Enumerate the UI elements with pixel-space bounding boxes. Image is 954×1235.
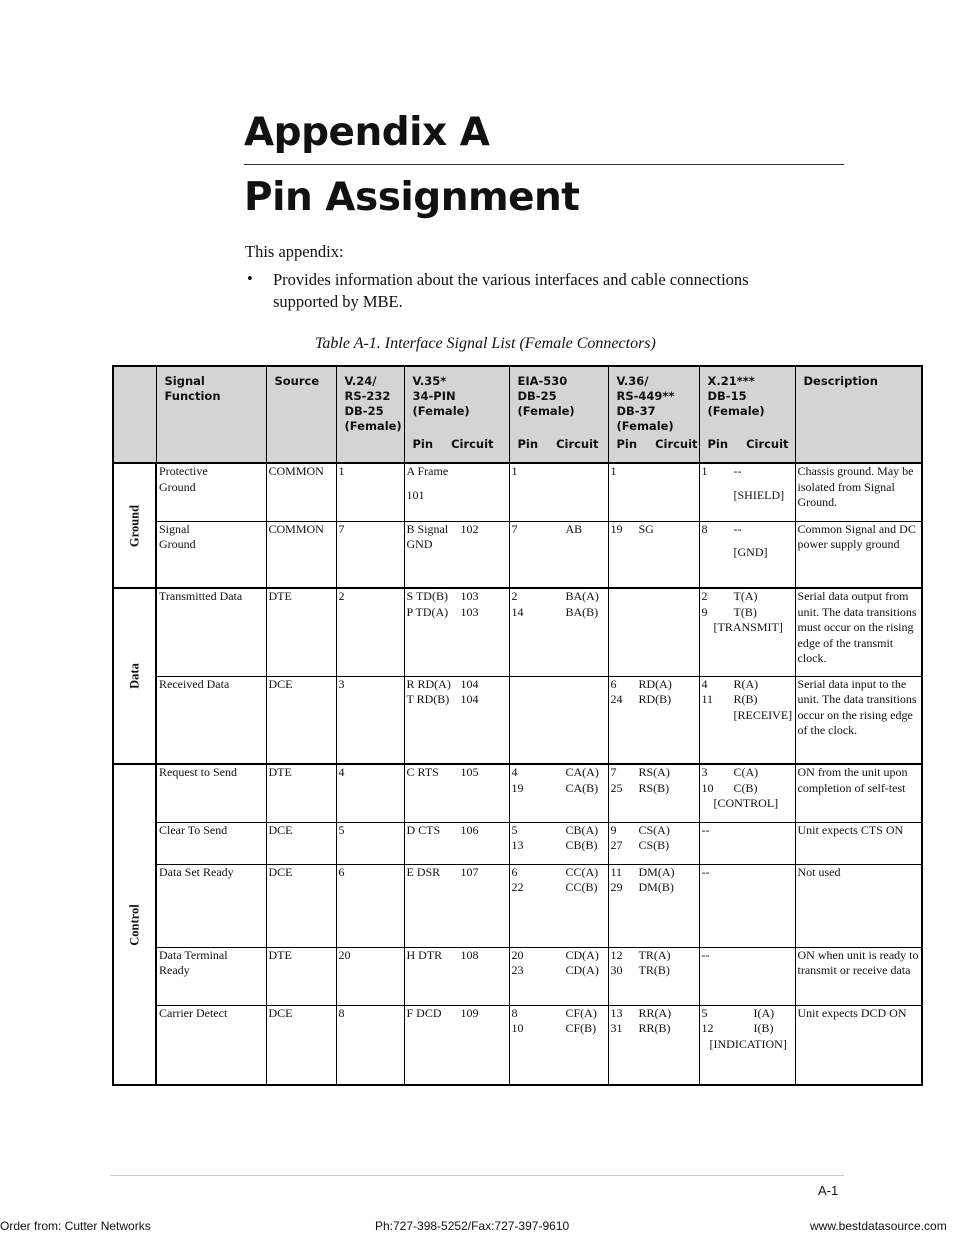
v35-circuit: 105: [460, 765, 479, 779]
x21-circuit: --: [733, 521, 742, 536]
cell-eia: [509, 822, 608, 864]
header-line: (Female): [616, 419, 674, 433]
appendix-title: Appendix A: [244, 110, 490, 155]
eia-pin: 4: [511, 765, 518, 779]
corner-cell: [113, 366, 156, 463]
x21-pin: 4: [701, 676, 708, 691]
cell-v24: 3: [336, 676, 404, 764]
v35-name: R RD(A): [406, 676, 451, 691]
x21-pin: 3: [701, 765, 708, 779]
v36-circuit: RR(A): [638, 1005, 672, 1020]
bullet-line-1: Provides information about the various interfaces and cable connections: [273, 270, 749, 289]
header-line: X.21***: [707, 374, 755, 388]
cell-v24: 6: [336, 864, 404, 947]
cell-function: Clear To Send: [156, 822, 266, 864]
cell-v36: [608, 764, 699, 822]
cell-v36: [608, 864, 699, 947]
cell-v24: 1: [336, 463, 404, 521]
v36-circuit: RR(B): [638, 1021, 671, 1035]
footer-rule: [110, 1175, 844, 1176]
cell-v36: [608, 521, 699, 588]
header-v36: [608, 366, 699, 463]
cell-source: DCE: [266, 676, 336, 764]
cell-x21: [699, 521, 795, 588]
v36-circuit: DM(B): [638, 880, 674, 894]
cell-function: Carrier Detect: [156, 1005, 266, 1085]
pin-label: Pin: [707, 437, 729, 451]
header-v24: [336, 366, 404, 463]
v36-pin: 19: [610, 521, 623, 536]
cell-v36: [608, 822, 699, 864]
header-description: Description: [795, 366, 922, 463]
cell-v36: 1: [608, 463, 699, 521]
v36-circuit: DM(A): [638, 864, 675, 879]
pin-circuit-subheader: [413, 437, 501, 452]
cell-eia: [509, 676, 608, 764]
v35-circuit: 102: [460, 521, 479, 536]
footer-phone-fax: Ph:727-398-5252/Fax:727-397-9610: [375, 1219, 570, 1233]
footer-website-link[interactable]: www.bestdatasource.com: [810, 1219, 947, 1233]
v36-circuit: CS(B): [638, 838, 670, 852]
v35-name: P TD(A): [406, 604, 449, 619]
group-control: [113, 764, 156, 1085]
v35-circuit: 108: [460, 947, 479, 962]
cell-v35: [404, 588, 509, 676]
cell-source: DCE: [266, 1005, 336, 1085]
cell-x21: --: [699, 864, 795, 947]
table-header-row: [113, 366, 922, 463]
v36-circuit: RD(A): [638, 676, 672, 691]
x21-circuit: C(B): [733, 780, 758, 795]
table-row-clear-to-send: [113, 822, 922, 864]
x21-pin: 9: [701, 604, 708, 619]
v36-circuit: RD(B): [638, 692, 672, 706]
cell-function: Data Set Ready: [156, 864, 266, 947]
cell-function: Request to Send: [156, 764, 266, 822]
cell-v35: [404, 1005, 509, 1085]
cell-v24: 8: [336, 1005, 404, 1085]
bullet-icon: •: [247, 269, 253, 288]
v35-circuit: 103: [460, 604, 479, 619]
function-line: Ground: [159, 479, 196, 494]
footer-order-from: Order from: Cutter Networks: [0, 1219, 151, 1233]
cell-description: Serial data input to the unit. The data transitions occur on the rising edge of the clock.: [795, 676, 922, 764]
cell-description: Unit expects CTS ON: [795, 822, 922, 864]
v36-pin: 29: [610, 880, 623, 894]
v35-name: E DSR: [406, 864, 441, 879]
x21-note: [RECEIVE]: [733, 707, 793, 722]
header-line: RS-449**: [616, 389, 675, 403]
v36-circuit: RS(B): [638, 780, 670, 795]
x21-pin: 2: [701, 589, 708, 603]
intro-text: This appendix:: [245, 242, 344, 261]
cell-description: ON when unit is ready to transmit or receive data: [795, 947, 922, 1005]
eia-circuit: BA(A): [565, 589, 599, 603]
table-row-protective-ground: [113, 463, 922, 521]
function-line: Protective: [159, 464, 208, 478]
cell-source: COMMON: [266, 463, 336, 521]
x21-note: [TRANSMIT]: [713, 620, 783, 634]
eia-circuit: CA(B): [565, 780, 599, 795]
x21-circuit: --: [733, 464, 742, 478]
page-number: A-1: [818, 1183, 839, 1198]
circuit-label: Circuit: [556, 437, 599, 451]
header-x21: [699, 366, 795, 463]
function-line: Data Terminal: [159, 947, 228, 962]
v36-pin: 27: [610, 838, 623, 852]
x21-pin: 8: [701, 521, 708, 536]
eia-circuit: CF(B): [565, 1021, 597, 1035]
header-source: Source: [266, 366, 336, 463]
header-v35: [404, 366, 509, 463]
v35-circuit: 109: [460, 1005, 479, 1020]
eia-pin: 19: [511, 780, 524, 795]
function-line: Signal: [159, 521, 190, 536]
cell-description: Chassis ground. May be isolated from Signal Ground.: [795, 463, 922, 521]
v36-pin: 7: [610, 765, 617, 779]
v35-circuit: 101: [406, 487, 425, 502]
x21-circuit: T(B): [733, 604, 757, 619]
eia-pin: 22: [511, 880, 524, 894]
eia-pin: 5: [511, 822, 518, 837]
header-signal-function: Signal Function: [156, 366, 266, 463]
group-ground: [113, 463, 156, 588]
header-line: V.35*: [412, 374, 447, 388]
cell-x21: [699, 676, 795, 764]
cell-v35: [404, 676, 509, 764]
table-row-transmitted-data: [113, 588, 922, 676]
v35-circuit: 103: [460, 589, 479, 603]
interface-signal-table: [112, 365, 923, 1086]
eia-pin: 7: [511, 521, 518, 536]
x21-circuit: I(B): [753, 1021, 774, 1035]
cell-description: Unit expects DCD ON: [795, 1005, 922, 1085]
cell-x21: [699, 1005, 795, 1085]
x21-note: [INDICATION]: [709, 1036, 787, 1051]
v35-circuit: 104: [460, 692, 479, 706]
x21-pin: 11: [701, 692, 714, 706]
v35-name: C RTS: [406, 765, 439, 779]
x21-circuit: I(A): [753, 1005, 775, 1020]
eia-circuit: BA(B): [565, 604, 599, 619]
eia-pin: 10: [511, 1021, 524, 1035]
cell-description: Common Signal and DC power supply ground: [795, 521, 922, 588]
header-line: EIA-530: [517, 374, 568, 388]
v35-name: T RD(B): [406, 692, 450, 706]
eia-pin: 8: [511, 1005, 518, 1020]
cell-eia: 1: [509, 463, 608, 521]
v36-pin: 6: [610, 676, 617, 691]
pin-circuit-subheader: [518, 437, 600, 452]
table-row-request-to-send: [113, 764, 922, 822]
v35-circuit: 106: [460, 822, 479, 837]
header-line: (Female): [517, 404, 575, 418]
v35-name: B Signal: [406, 521, 449, 536]
cell-v35: [404, 822, 509, 864]
v35-circuit: 107: [460, 864, 479, 879]
cell-eia: [509, 864, 608, 947]
x21-note: [GND]: [733, 545, 768, 559]
table-caption: Table A-1. Interface Signal List (Female Connectors): [315, 335, 656, 352]
v35-name: A Frame: [406, 464, 449, 478]
cell-v36: [608, 1005, 699, 1085]
header-line: V.24/: [344, 374, 377, 388]
table-row-signal-ground: [113, 521, 922, 588]
v36-circuit: TR(A): [638, 947, 671, 962]
header-line: V.36/: [616, 374, 649, 388]
v36-pin: 25: [610, 780, 623, 795]
cell-eia: [509, 521, 608, 588]
cell-function: [156, 947, 266, 1005]
x21-note: [SHIELD]: [733, 487, 785, 502]
cell-v24: 4: [336, 764, 404, 822]
table-row-received-data: [113, 676, 922, 764]
cell-v35: [404, 864, 509, 947]
eia-circuit: CF(A): [565, 1005, 597, 1020]
cell-source: COMMON: [266, 521, 336, 588]
table-row-data-set-ready: [113, 864, 922, 947]
cell-function: [156, 521, 266, 588]
header-line: DB-37: [616, 404, 656, 418]
cell-source: DTE: [266, 764, 336, 822]
circuit-label: Circuit: [451, 437, 494, 451]
x21-pin: 10: [701, 780, 714, 795]
eia-pin: 23: [511, 963, 524, 977]
cell-eia: [509, 764, 608, 822]
v36-circuit: RS(A): [638, 765, 670, 779]
cell-function: Received Data: [156, 676, 266, 764]
cell-v35: [404, 521, 509, 588]
v35-name: S TD(B): [406, 589, 448, 603]
cell-v24: 7: [336, 521, 404, 588]
cell-function: [156, 463, 266, 521]
bullet-line-2: supported by MBE.: [273, 292, 403, 311]
eia-circuit: CA(A): [565, 765, 599, 779]
cell-v35: [404, 463, 509, 521]
header-line: (Female): [344, 419, 402, 433]
v36-circuit: SG: [638, 521, 654, 536]
cell-source: DCE: [266, 864, 336, 947]
eia-circuit: CB(A): [565, 822, 599, 837]
v35-name: D CTS: [406, 822, 441, 837]
cell-source: DTE: [266, 947, 336, 1005]
table-row-data-terminal-ready: [113, 947, 922, 1005]
cell-source: DTE: [266, 588, 336, 676]
v35-name: F DCD: [406, 1005, 442, 1020]
cell-v24: 2: [336, 588, 404, 676]
x21-circuit: C(A): [733, 765, 759, 779]
eia-pin: 14: [511, 604, 524, 619]
v36-circuit: CS(A): [638, 822, 670, 837]
x21-circuit: T(A): [733, 589, 758, 603]
eia-circuit: CC(A): [565, 864, 599, 879]
group-label: Ground: [126, 504, 141, 547]
header-line: DB-25: [517, 389, 557, 403]
pin-label: Pin: [412, 437, 434, 451]
x21-pin: 1: [701, 464, 708, 478]
v36-pin: 31: [610, 1021, 623, 1035]
circuit-label: Circuit: [655, 437, 698, 451]
cell-x21: [699, 463, 795, 521]
page-title: Pin Assignment: [244, 175, 580, 220]
v36-circuit: TR(B): [638, 963, 670, 977]
cell-x21: [699, 588, 795, 676]
cell-x21: --: [699, 947, 795, 1005]
cell-function: Transmitted Data: [156, 588, 266, 676]
v36-pin: 30: [610, 963, 623, 977]
v36-pin: 12: [610, 947, 623, 962]
bullet-text: [273, 269, 749, 313]
cell-v36: [608, 947, 699, 1005]
x21-pin: 12: [701, 1021, 714, 1035]
cell-eia: [509, 588, 608, 676]
function-line: Ground: [159, 537, 196, 551]
eia-circuit: AB: [565, 521, 583, 536]
v36-pin: 9: [610, 822, 617, 837]
pin-circuit-subheader: [708, 437, 787, 452]
header-line: DB-15: [707, 389, 747, 403]
cell-eia: [509, 947, 608, 1005]
x21-circuit: R(A): [733, 676, 759, 691]
cell-description: Not used: [795, 864, 922, 947]
eia-circuit: CD(A): [565, 963, 599, 977]
cell-v24: 20: [336, 947, 404, 1005]
cell-source: DCE: [266, 822, 336, 864]
eia-pin: 2: [511, 589, 518, 603]
eia-pin: 20: [511, 947, 524, 962]
group-data: [113, 588, 156, 764]
cell-eia: [509, 1005, 608, 1085]
cell-v24: 5: [336, 822, 404, 864]
table-row-carrier-detect: [113, 1005, 922, 1085]
cell-v36: [608, 588, 699, 676]
pin-circuit-subheader: [616, 437, 698, 452]
header-line: (Female): [707, 404, 765, 418]
header-line: 34-PIN: [412, 389, 456, 403]
cell-x21: [699, 764, 795, 822]
function-line: Ready: [159, 963, 190, 977]
v36-pin: 24: [610, 692, 623, 706]
cell-v35: [404, 764, 509, 822]
eia-pin: 13: [511, 838, 524, 852]
v35-circuit: 104: [460, 676, 479, 691]
eia-circuit: CD(A): [565, 947, 599, 962]
v35-name-cont: GND: [406, 537, 433, 551]
x21-pin: 5: [701, 1005, 708, 1020]
eia-pin: 6: [511, 864, 518, 879]
x21-note: [CONTROL]: [713, 796, 779, 810]
v36-pin: 13: [610, 1005, 623, 1020]
group-label: Control: [126, 903, 141, 946]
pin-label: Pin: [616, 437, 638, 451]
pin-label: Pin: [517, 437, 539, 451]
cell-v35: [404, 947, 509, 1005]
v35-name: H DTR: [406, 947, 443, 962]
header-line: RS-232: [344, 389, 391, 403]
circuit-label: Circuit: [746, 437, 789, 451]
cell-description: Serial data output from unit. The data transitions must occur on the rising edge of the transmit clock.: [795, 588, 922, 676]
group-label: Data: [126, 663, 141, 689]
cell-x21: --: [699, 822, 795, 864]
v36-pin: 11: [610, 864, 623, 879]
header-line: DB-25: [344, 404, 384, 418]
cell-description: ON from the unit upon completion of self-test: [795, 764, 922, 822]
x21-circuit: R(B): [733, 692, 758, 706]
eia-circuit: CC(B): [565, 880, 598, 894]
title-rule: [244, 164, 844, 165]
header-line: (Female): [412, 404, 470, 418]
header-eia530: [509, 366, 608, 463]
cell-v36: [608, 676, 699, 764]
eia-circuit: CB(B): [565, 838, 598, 852]
